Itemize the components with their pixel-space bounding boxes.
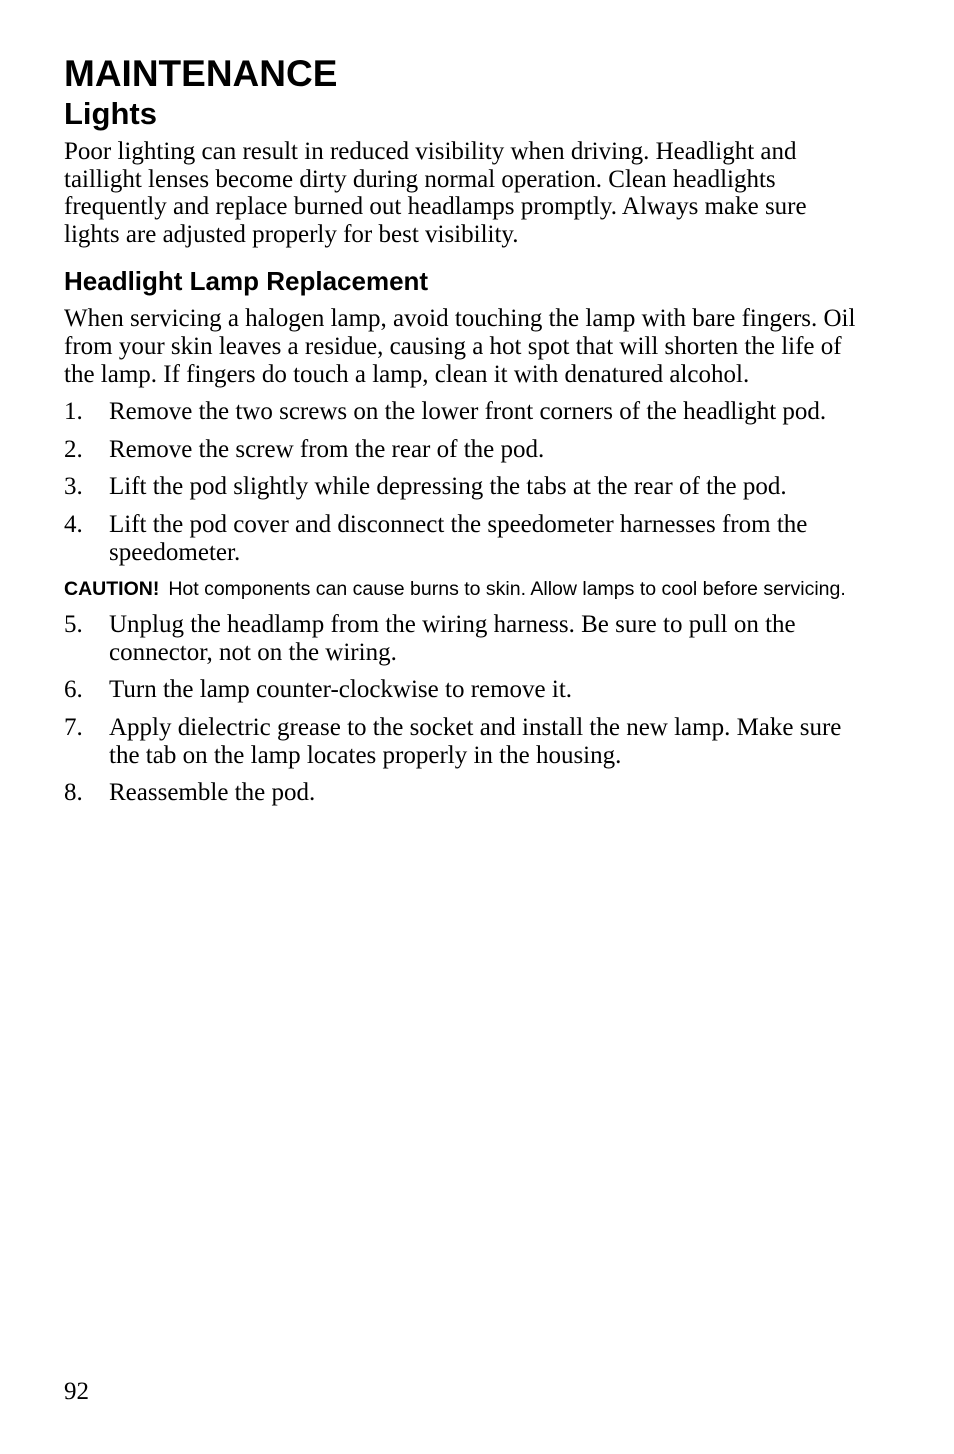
- step-number: 8.: [64, 779, 83, 807]
- step-text: Reassemble the pod.: [109, 779, 316, 807]
- step-text: Remove the screw from the rear of the pod.: [109, 435, 545, 463]
- caution-notice: [64, 578, 864, 601]
- step-number: 4.: [64, 510, 83, 538]
- list-item: [64, 473, 864, 501]
- step-number: 1.: [64, 398, 83, 426]
- caution-label: CAUTION!: [64, 578, 160, 601]
- step-text: Turn the lamp counter-clockwise to remove it.: [109, 676, 573, 704]
- subsection-paragraph: When servicing a halogen lamp, avoid touching the lamp with bare fingers. Oil from your skin leaves a residue, causing a hot spot that will shorten the life of the lamp. If fingers do touch a lamp, clean it with denatured alcohol.: [64, 305, 856, 388]
- step-number: 7.: [64, 713, 83, 741]
- manual-page: [64, 52, 864, 807]
- step-number: 3.: [64, 473, 83, 501]
- steps-list-part1: [64, 398, 864, 566]
- step-text: Apply dielectric grease to the socket and install the new lamp. Make sure the tab on the lamp locates properly in the housing.: [109, 713, 842, 769]
- step-text: Remove the two screws on the lower front corners of the headlight pod.: [109, 398, 827, 426]
- step-text: Lift the pod cover and disconnect the speedometer harnesses from the speedometer.: [109, 510, 808, 566]
- steps-list-part2: [64, 611, 864, 807]
- list-item: [64, 714, 864, 769]
- list-item: [64, 611, 864, 666]
- list-item: [64, 779, 864, 807]
- step-number: 5.: [64, 611, 83, 639]
- section-title: Lights: [64, 96, 157, 131]
- chapter-title: MAINTENANCE: [64, 53, 338, 94]
- list-item: [64, 398, 864, 426]
- list-item: [64, 676, 864, 704]
- step-number: 2.: [64, 435, 83, 463]
- subsection-title: Headlight Lamp Replacement: [64, 266, 429, 297]
- list-item: [64, 511, 864, 566]
- caution-text: Hot components can cause burns to skin. Allow lamps to cool before servicing.: [168, 578, 846, 601]
- step-number: 6.: [64, 676, 83, 704]
- intro-paragraph: Poor lighting can result in reduced visibility when driving. Headlight and taillight lenses become dirty during normal operation. Clean headlights frequently and replace burned out headlamps promptly. Always make sure lights are adjusted properly for best visibility.: [64, 138, 807, 248]
- list-item: [64, 436, 864, 464]
- step-text: Lift the pod slightly while depressing the tabs at the rear of the pod.: [109, 473, 787, 501]
- page-number: 92: [64, 1378, 89, 1405]
- step-text: Unplug the headlamp from the wiring harness. Be sure to pull on the connector, not on the wiring.: [109, 611, 796, 666]
